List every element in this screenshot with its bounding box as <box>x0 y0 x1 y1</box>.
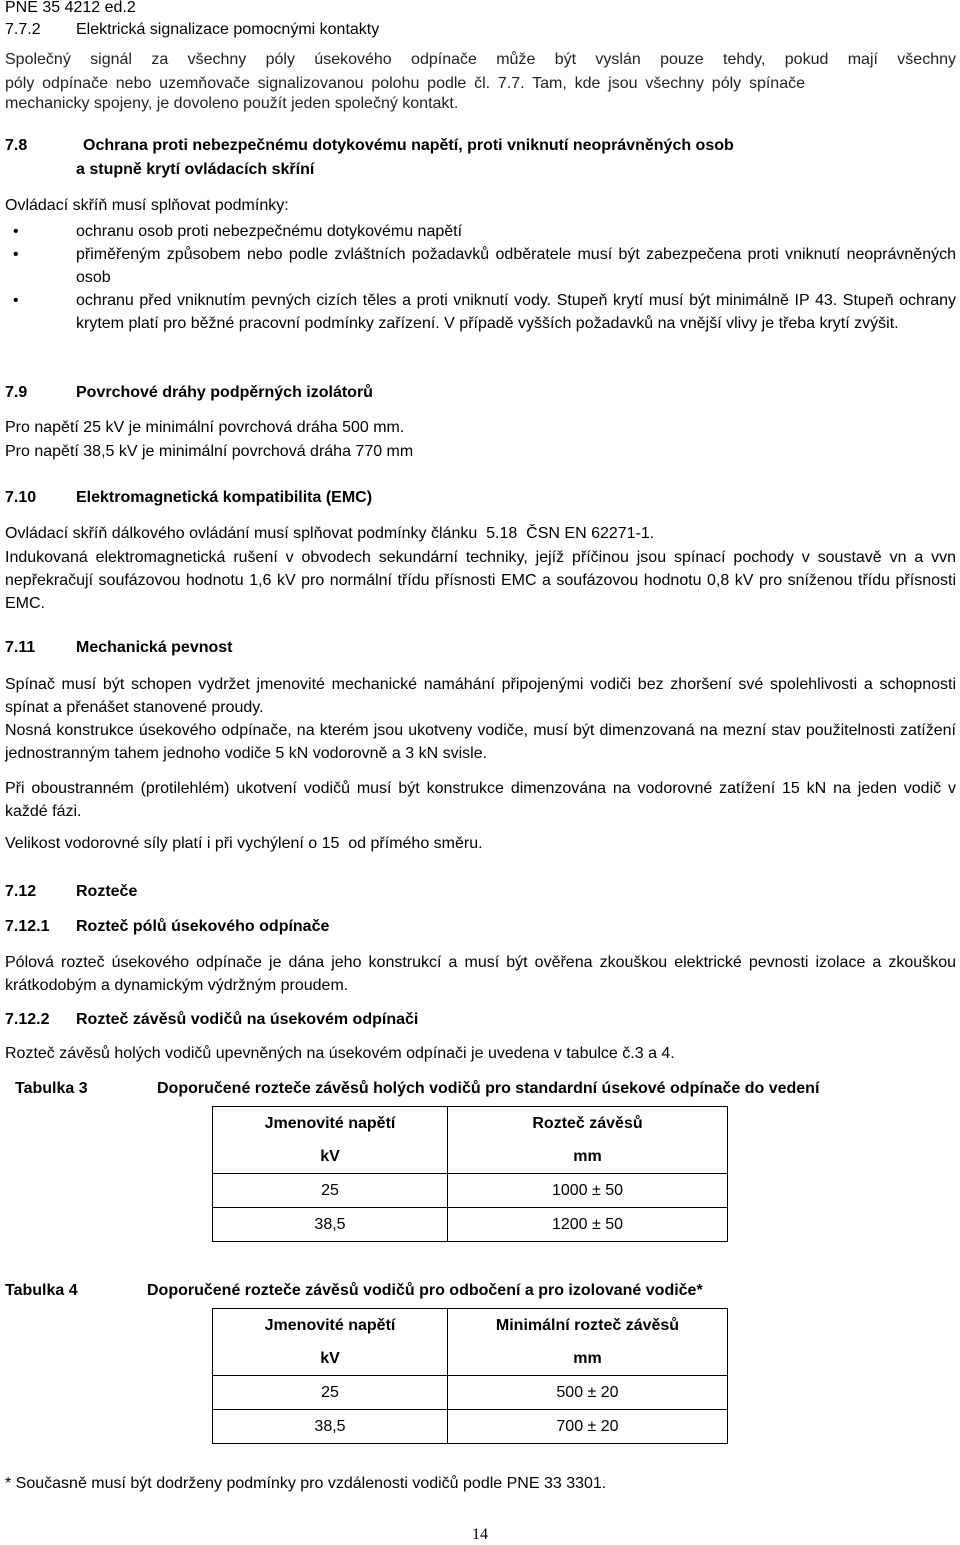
table-header: Rozteč závěsů <box>448 1107 728 1141</box>
paragraph: Ovládací skříň dálkového ovládání musí splňovat podmínky článku 5.18 ČSN EN 62271-1. <box>5 525 655 542</box>
list-item: • ochranu před vniknutím pevných cizích těles a proti vniknutí vody. Stupeň krytí musí být minimálně IP 43. Stupeň ochrany krytem platí pro běžné pracovní podmínky zařízení. V případě vyšších požadavků na vnější vlivy je třeba krytí zvýšit. <box>5 289 956 335</box>
section-number: 7.8 <box>5 137 28 154</box>
paragraph: Pólová rozteč úsekového odpínače je dána jeho konstrukcí a musí být ověřena zkouškou elektrické pevnosti izolace a zkouškou krátkodobým a dynamickým výdržným proudem. <box>5 954 956 994</box>
table-label: Tabulka 3 <box>15 1080 88 1097</box>
table-cell: 38,5 <box>213 1208 448 1242</box>
section-number: 7.9 <box>5 384 28 401</box>
section-title: Rozteče <box>76 883 138 900</box>
bullet-list <box>5 220 956 335</box>
table-cell: 1200 ± 50 <box>448 1208 728 1242</box>
subsection-number: 7.12.1 <box>5 918 50 935</box>
section-title: Ochrana proti nebezpečnému dotykovému napětí, proti vniknutí neoprávněných osob <box>83 137 734 154</box>
paragraph: Rozteč závěsů holých vodičů upevněných na úsekovém odpínači je uvedena v tabulce č.3 a 4. <box>5 1045 675 1062</box>
section-number: 7.10 <box>5 489 37 506</box>
document-id: PNE 35 4212 ed.2 <box>5 0 136 16</box>
section-title: Elektrická signalizace pomocnými kontakty <box>76 21 380 38</box>
table-cell: 700 ± 20 <box>448 1410 728 1444</box>
table-cell: 25 <box>213 1174 448 1208</box>
table-row <box>213 1410 728 1444</box>
paragraph: Velikost vodorovné síly platí i při vychýlení o 15 od přímého směru. <box>5 835 483 852</box>
table-cell: 500 ± 20 <box>448 1376 728 1410</box>
paragraph: Společný signál za všechny póly úsekového odpínače může být vyslán pouze tehdy, pokud mají všechny <box>5 51 956 68</box>
section-title: Elektromagnetická kompatibilita (EMC) <box>76 489 373 506</box>
page-number: 14 <box>472 1526 488 1543</box>
table-caption: Doporučené rozteče závěsů vodičů pro odbočení a pro izolované vodiče* <box>147 1282 703 1299</box>
section-number: 7.7.2 <box>5 21 41 38</box>
table-header: Minimální rozteč závěsů <box>448 1309 728 1343</box>
table-row <box>213 1208 728 1242</box>
subsection-title: Rozteč pólů úsekového odpínače <box>76 918 330 935</box>
table-cell: 1000 ± 50 <box>448 1174 728 1208</box>
table-unit: mm <box>448 1140 728 1174</box>
table-unit: mm <box>448 1342 728 1376</box>
subsection-number: 7.12.2 <box>5 1011 50 1028</box>
paragraph: Pro napětí 25 kV je minimální povrchová dráha 500 mm. <box>5 419 405 436</box>
subsection-title: Rozteč závěsů vodičů na úsekovém odpínači <box>76 1011 419 1028</box>
list-item: • ochranu osob proti nebezpečnému dotykovému napětí <box>5 220 956 243</box>
table-caption: Doporučené rozteče závěsů holých vodičů pro standardní úsekové odpínače do vedení <box>157 1080 820 1097</box>
bullet-icon: • <box>13 223 19 240</box>
paragraph: Pro napětí 38,5 kV je minimální povrchová dráha 770 mm <box>5 443 414 460</box>
section-number: 7.12 <box>5 883 37 900</box>
list-item: • přiměřeným způsobem nebo podle zvláštních požadavků odběratele musí být zabezpečena proti vniknutí neoprávněných osob <box>5 243 956 289</box>
paragraph: Při oboustranném (protilehlém) ukotvení vodičů musí být konstrukce dimenzována na vodorovné zatížení 15 kN na jeden vodič v každé fázi. <box>5 780 956 820</box>
section-title: a stupně krytí ovládacích skříní <box>76 161 315 178</box>
table-unit: kV <box>213 1140 448 1174</box>
paragraph: Nosná konstrukce úsekového odpínače, na kterém jsou ukotveny vodiče, musí být dimenzovaná na mezní stav použitelnosti zatížení jednostranným tahem jednoho vodiče 5 kN vodorovně a 3 kN svisle. <box>5 722 956 762</box>
table-unit: kV <box>213 1342 448 1376</box>
table-row <box>213 1174 728 1208</box>
section-number: 7.11 <box>5 639 36 656</box>
section-title: Povrchové dráhy podpěrných izolátorů <box>76 384 373 401</box>
paragraph: Ovládací skříň musí splňovat podmínky: <box>5 197 289 214</box>
table-label: Tabulka 4 <box>5 1282 78 1299</box>
bullet-icon: • <box>13 246 19 263</box>
table-row <box>213 1376 728 1410</box>
paragraph: Spínač musí být schopen vydržet jmenovité mechanické namáhání připojenými vodiči bez zhoršení své spolehlivosti a schopnosti spínat a přenášet stanovené proudy. <box>5 676 956 716</box>
footnote: * Současně musí být dodrženy podmínky pro vzdálenosti vodičů podle PNE 33 3301. <box>5 1475 607 1492</box>
paragraph: póly odpínače nebo uzemňovače signalizovanou polohu podle čl. 7.7. Tam, kde jsou všechny póly spínače mechanicky spojeny, je dovoleno použít jeden společný kontakt. <box>5 75 805 112</box>
table-3 <box>212 1106 728 1242</box>
table-cell: 25 <box>213 1376 448 1410</box>
table-cell: 38,5 <box>213 1410 448 1444</box>
section-title: Mechanická pevnost <box>76 639 233 656</box>
table-4 <box>212 1308 728 1444</box>
table-header: Jmenovité napětí <box>213 1309 448 1343</box>
paragraph: Indukovaná elektromagnetická rušení v obvodech sekundární techniky, jejíž příčinou jsou spínací pochody v soustavě vn a vvn nepřekračují soufázovou hodnotu 1,6 kV pro normální třídu přísnosti EMC a soufázovou hodnotu 0,8 kV pro sníženou třídu přísnosti EMC. <box>5 549 956 612</box>
table-header: Jmenovité napětí <box>213 1107 448 1141</box>
bullet-icon: • <box>13 292 19 309</box>
